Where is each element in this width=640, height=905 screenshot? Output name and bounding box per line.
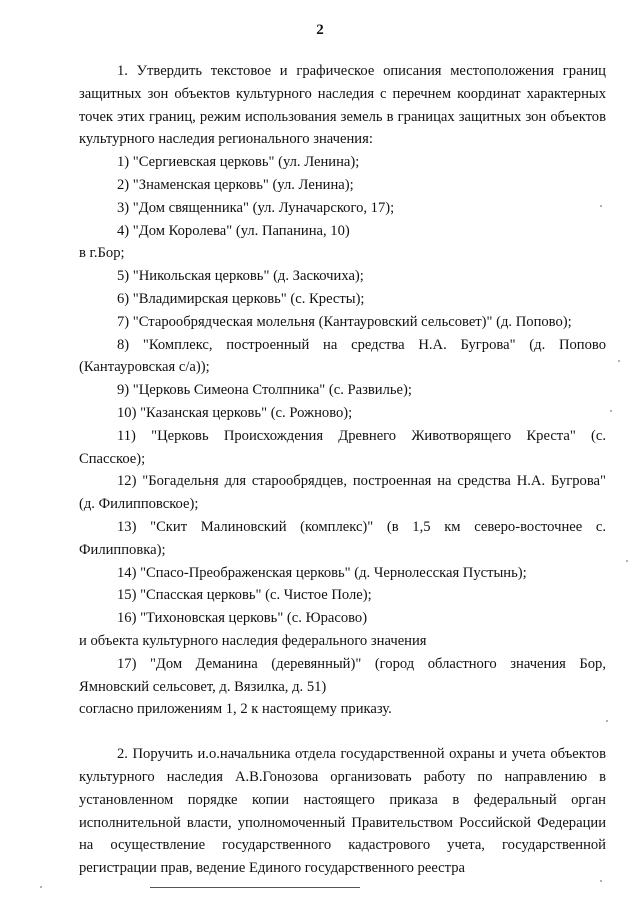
scan-edge-line: [150, 887, 360, 888]
list-item: 11) "Церковь Происхождения Древнего Животворящего Креста" (с. Спасское);: [79, 427, 606, 467]
list-item: в г.Бор;: [79, 245, 125, 262]
list-item: 5) "Никольская церковь" (д. Заскочиха);: [117, 268, 364, 285]
list-item: 1) "Сергиевская церковь" (ул. Ленина);: [117, 154, 360, 171]
paragraph-2: 2. Поручить и.о.начальника отдела государственной охраны и учета объектов культурного наследия А.В.Гонозова организовать работу по направлению в установленном порядке копии настоящего приказа в федеральный орган исполнительной власти, уполномоченный Правительством Российской Федерации на осуществление государственного кадастрового учета, государственной регистрации прав, ведение Единого государственного реестра: [79, 746, 606, 877]
list-item: 13) "Скит Малиновский (комплекс)" (в 1,5 км северо-восточнее с. Филипповка);: [79, 518, 606, 558]
list-item: 8) "Комплекс, построенный на средства Н.А. Бугрова" (д. Попово (Кантауровская с/а));: [79, 336, 606, 376]
scan-noise: [626, 560, 628, 562]
paragraph-gap: [79, 721, 606, 743]
scan-noise: [600, 205, 602, 207]
paragraph-1-intro: 1. Утвердить текстовое и графическое описания местоположения границ защитных зон объектов культурного наследия с перечнем координат характерных точек этих границ, режим использования земель в границах защитных зон объектов культурного наследия регионального значения:: [79, 63, 606, 148]
list-item: 16) "Тихоновская церковь" (с. Юрасово): [117, 610, 368, 627]
list-item: 4) "Дом Королева" (ул. Папанина, 10): [117, 222, 350, 239]
scan-noise: [600, 880, 602, 882]
document-body: [79, 60, 606, 880]
list-item: согласно приложениям 1, 2 к настоящему приказу.: [79, 701, 392, 718]
list-item: 3) "Дом священника" (ул. Луначарского, 17);: [117, 199, 395, 216]
list-item: 9) "Церковь Симеона Столпника" (с. Развилье);: [117, 382, 412, 399]
list-item: 6) "Владимирская церковь" (с. Кресты);: [117, 290, 365, 307]
list-item: 14) "Спасо-Преображенская церковь" (д. Чернолесская Пустынь);: [117, 564, 527, 581]
list-item: 7) "Старообрядческая молельня (Кантауровский сельсовет)" (д. Попово);: [117, 313, 572, 330]
list-item: и объекта культурного наследия федерального значения: [79, 632, 427, 649]
list-item: 2) "Знаменская церковь" (ул. Ленина);: [117, 176, 354, 193]
scan-noise: [606, 720, 608, 722]
scan-noise: [40, 886, 42, 888]
list-item: 12) "Богадельня для старообрядцев, построенная на средства Н.А. Бугрова" (д. Филипповское);: [79, 473, 606, 513]
list-item: 15) "Спасская церковь" (с. Чистое Поле);: [117, 587, 372, 604]
scan-noise: [618, 360, 620, 362]
scan-noise: [610, 410, 612, 412]
list-item: 17) "Дом Деманина (деревянный)" (город областного значения Бор, Ямновский сельсовет, д. Вязилка, д. 51): [79, 655, 606, 695]
list-item: 10) "Казанская церковь" (с. Рожново);: [117, 404, 353, 421]
page-number: 2: [316, 22, 324, 38]
